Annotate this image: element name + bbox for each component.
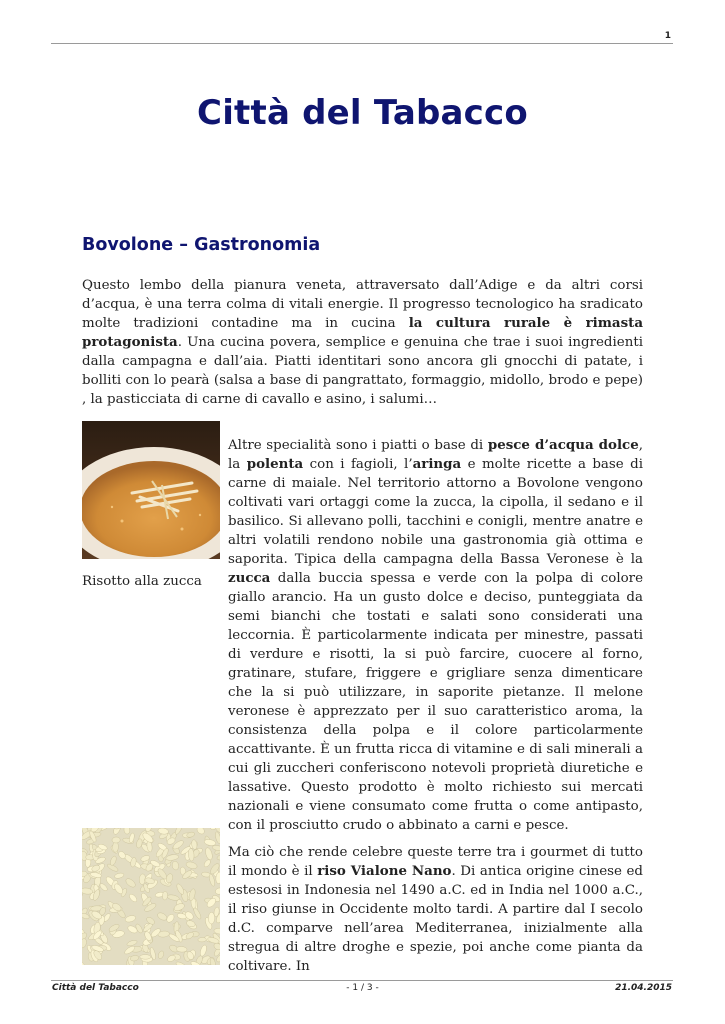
bold-phrase: polenta bbox=[246, 456, 304, 472]
article-title: Bovolone – Gastronomia bbox=[82, 235, 321, 255]
footer-rule bbox=[51, 980, 673, 981]
rice-paragraph: Ma ciò che rende celebre queste terre tra i gourmet di tutto il mondo è il riso Vialone Nano. Di antica origine cinese ed estesosi in Indonesia nel 1490 a.C. ed in India nel 1000 a.C., il riso giunse in Occidente molto tardi. A partire dal I secolo d.C. comparve nell’area Mediterranea, inizialmente alla stregua di altre droghe e spezie, poi anche come pianta da coltivare. In bbox=[228, 845, 643, 974]
rice-image[interactable] bbox=[82, 828, 220, 965]
bold-phrase: pesce d’acqua dolce bbox=[487, 437, 639, 453]
bold-phrase: la cultura rurale è rimasta protagonista bbox=[82, 315, 643, 350]
bold-phrase: riso Vialone Nano bbox=[317, 863, 452, 879]
image-caption: Risotto alla zucca bbox=[82, 574, 202, 589]
bold-phrase: zucca bbox=[228, 570, 271, 586]
footer-site-name: Città del Tabacco bbox=[52, 983, 139, 993]
header-page-number: 1 bbox=[664, 31, 671, 41]
risotto-image[interactable] bbox=[82, 421, 220, 559]
footer-page-count: - 1 / 3 - bbox=[346, 983, 379, 993]
bold-phrase: aringa bbox=[412, 456, 462, 472]
site-title: Città del Tabacco bbox=[197, 93, 528, 133]
header-rule bbox=[51, 43, 673, 44]
footer-date: 21.04.2015 bbox=[615, 983, 672, 993]
specialties-paragraph: Altre specialità sono i piatti o base di pesce d’acqua dolce, la polenta con i fagioli, l’aringa e molte ricette a base di carne di maiale. Nel territorio attorno a Bovolone vengono coltivati vari ortaggi come la zucca, la cipolla, il sedano e il basilico. Si allevano polli, tacchini e conigli, mentre anatre e altri volatili rendono nobile una gastronomia già ottima e saporita. Tipica della campagna della Bassa Veronese è la zucca dalla buccia spessa e verde con la polpa di colore giallo arancio. Ha un gusto dolce e deciso, punteggiata da semi bianchi che tostati e salati sono considerati una leccornia. È particolarmente indicata per minestre, passati di verdure e risotti, la si può farcire, cuocere al forno, gratinare, stufare, friggere e grigliare senza dimenticare che la si può utilizzare, in saporite pietanze. Il melone veronese è apprezzato per il suo caratteristico aroma, la consistenza della polpa e il colore particolarmente accattivante. È un frutta ricca di vitamine e di sali minerali a cui gli zuccheri conferiscono notevoli proprietà diuretiche e lassative. Questo prodotto è molto richiesto sui mercati nazionali e viene consumato come frutta o come antipasto, con il prosciutto crudo o abbinato a carni e pesce. bbox=[228, 437, 643, 833]
intro-paragraph: Questo lembo della pianura veneta, attraversato dall’Adige e da altri corsi d’acqua, è una terra colma di vitali energie. Il progresso tecnologico ha sradicato molte tradizioni contadine ma in cucina la cultura rurale è rimasta protagonista. Una cucina povera, semplice e genuina che trae i suoi ingredienti dalla campagna e dall’aia. Piatti identitari sono ancora gli gnocchi di patate, i bolliti con lo pearà (salsa a base di pangrattato, formaggio, midollo, brodo e pepe) , la pasticciata di carne di cavallo e asino, i salumi… bbox=[82, 278, 643, 407]
